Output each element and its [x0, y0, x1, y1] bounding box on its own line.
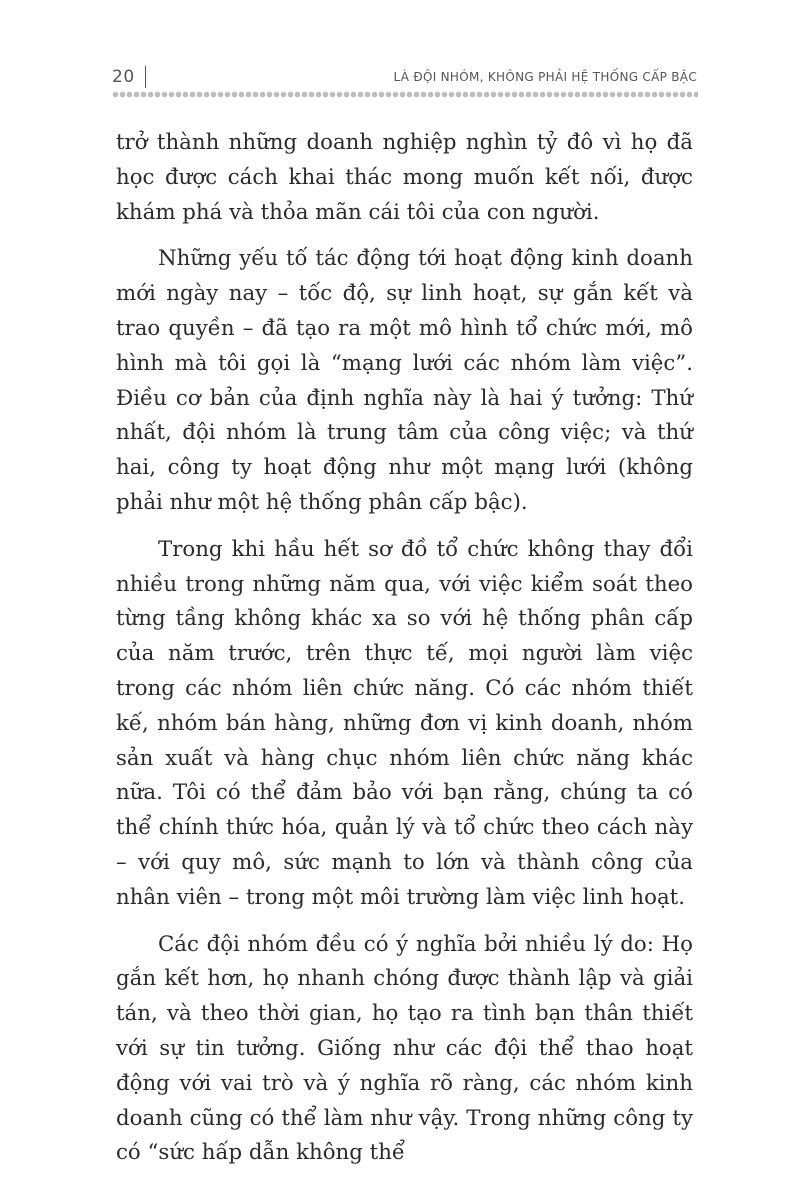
page-number: 20 [112, 67, 135, 87]
paragraph-2: Những yếu tố tác động tới hoạt động kinh doanh mới ngày nay – tốc độ, sự linh hoạt, sự gắn kết và trao quyền – đã tạo ra một mô hình tổ chức mới, mô hình mà tôi gọi là “mạng lưới các nhóm làm việc”. Điều cơ bản của định nghĩa này là hai ý tưởng: Thứ nhất, đội nhóm là trung tâm của công việc; và thứ hai, công ty hoạt động như một mạng lưới (không phải như một hệ thống phân cấp bậc). [116, 246, 693, 515]
paragraph-1: trở thành những doanh nghiệp nghìn tỷ đô vì họ đã học được cách khai thác mong muốn kết nối, được khám phá và thỏa mãn cái tôi của con người. [116, 130, 693, 225]
running-title: LÀ ĐỘI NHÓM, KHÔNG PHẢI HỆ THỐNG CẤP BẬC [393, 70, 697, 84]
paragraph-4: Các đội nhóm đều có ý nghĩa bởi nhiều lý do: Họ gắn kết hơn, họ nhanh chóng được thành lập và giải tán, và theo thời gian, họ tạo ra tình bạn thân thiết với sự tin tưởng. Giống như các đội thể thao hoạt động với vai trò và ý nghĩa rõ ràng, các nhóm kinh doanh cũng có thể làm như vậy. Trong những công ty có “sức hấp dẫn không thể [116, 931, 693, 1166]
dotted-divider [112, 91, 698, 98]
page-header [0, 0, 805, 110]
page-number-separator [145, 66, 146, 88]
body-text [116, 126, 693, 1183]
paragraph-3: Trong khi hầu hết sơ đồ tổ chức không thay đổi nhiều trong những năm qua, với việc kiểm soát theo từng tầng không khác xa so với hệ thống phân cấp của năm trước, trên thực tế, mọi người làm việc trong các nhóm liên chức năng. Có các nhóm thiết kế, nhóm bán hàng, những đơn vị kinh doanh, nhóm sản xuất và hàng chục nhóm liên chức năng khác nữa. Tôi có thể đảm bảo với bạn rằng, chúng ta có thể chính thức hóa, quản lý và tổ chức theo cách này – với quy mô, sức mạnh to lớn và thành công của nhân viên – trong một môi trường làm việc linh hoạt. [116, 536, 693, 910]
